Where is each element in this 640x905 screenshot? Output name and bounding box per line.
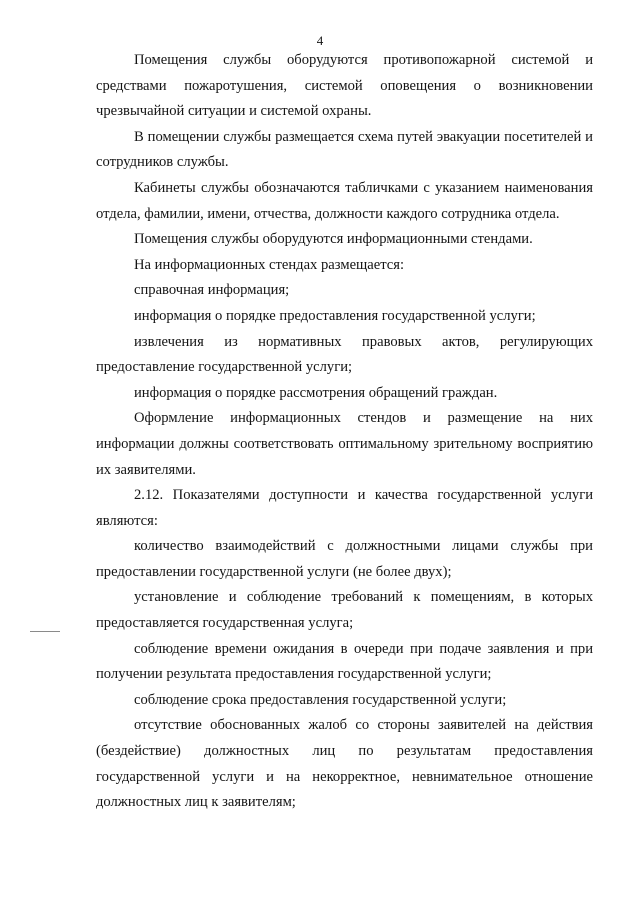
paragraph-fire-safety: Помещения службы оборудуются противопожарной системой и средствами пожаротушения, системой оповещения о возникновении чрезвычайной ситуации и системой охраны.	[96, 52, 593, 120]
section-heading-2-12: 2.12. Показателями доступности и качества государственной услуги являются:	[96, 487, 593, 529]
list-item-service-term: соблюдение срока предоставления государственной услуги;	[134, 691, 507, 708]
document-body	[96, 48, 593, 816]
list-item-legal-extracts: извлечения из нормативных правовых актов, регулирующих предоставление государственной услуги;	[96, 333, 593, 376]
list-item-queue-time: соблюдение времени ожидания в очереди при подаче заявления и при получении результата предоставления государственной услуги;	[96, 640, 593, 683]
list-item-appeals-procedure: информация о порядке рассмотрения обращений граждан.	[134, 384, 498, 401]
list-item-premises-requirements: установление и соблюдение требований к помещениям, в которых предоставляется государственная услуга;	[96, 589, 593, 632]
paragraph-stands-content-intro: На информационных стендах размещается:	[134, 256, 405, 273]
list-item-no-complaints: отсутствие обоснованных жалоб со стороны заявителей на действия (бездействие) должностных лиц по результатам предоставления государственной услуги и на некорректное, невнимательное отношение должностных лиц к заявителям;	[96, 717, 593, 811]
list-item-service-procedure: информация о порядке предоставления государственной услуги;	[134, 307, 536, 324]
paragraph-evacuation-scheme: В помещении службы размещается схема путей эвакуации посетителей и сотрудников службы.	[96, 128, 593, 171]
list-item-reference-info: справочная информация;	[134, 282, 290, 299]
page-number: 4	[316, 33, 324, 48]
paragraph-stands-design: Оформление информационных стендов и размещение на них информации должны соответствовать оптимальному зрительному восприятию их заявителями.	[96, 410, 593, 478]
paragraph-office-signs: Кабинеты службы обозначаются табличками с указанием наименования отдела, фамилии, имени, отчества, должности каждого сотрудника отдела.	[96, 179, 593, 222]
scan-margin-mark	[30, 631, 60, 632]
paragraph-info-stands: Помещения службы оборудуются информационными стендами.	[134, 231, 533, 248]
list-item-interactions-count: количество взаимодействий с должностными лицами службы при предоставлении государственной услуги (не более двух);	[96, 538, 593, 580]
